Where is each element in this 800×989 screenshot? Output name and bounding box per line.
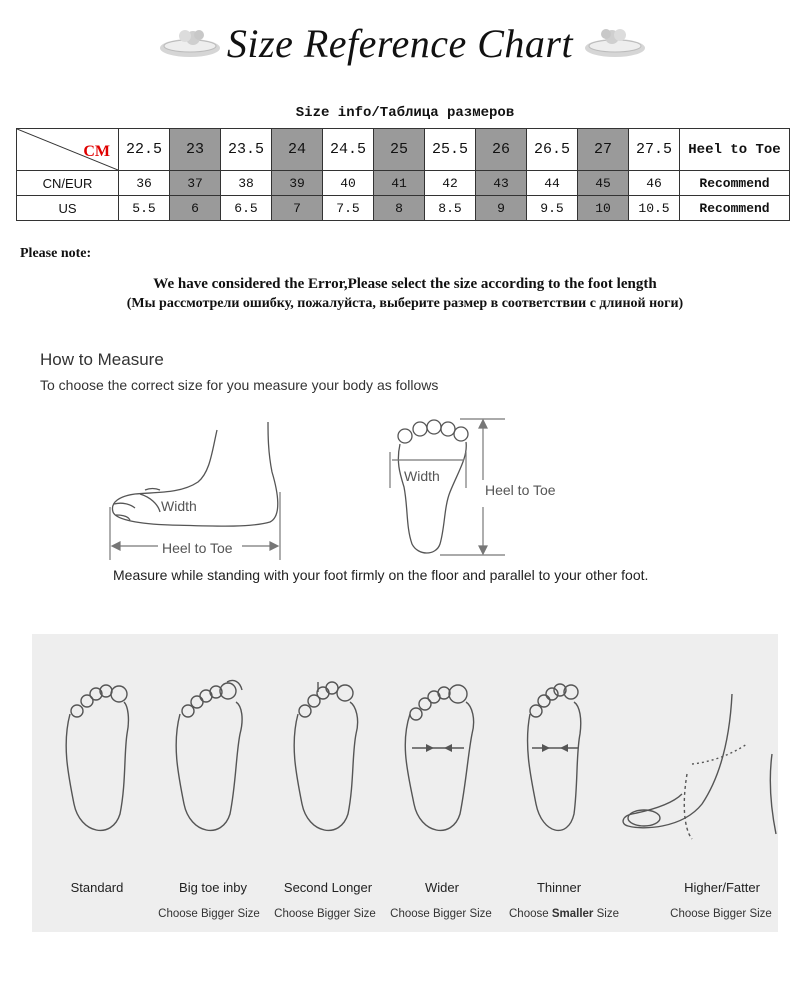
page-title: Size Reference Chart: [226, 21, 574, 66]
table-cell: 25.5: [425, 129, 476, 171]
foot-type-label: Big toe inby: [179, 880, 247, 895]
table-cell: 27.5: [629, 129, 680, 171]
table-cell: 10: [578, 196, 629, 221]
advice-emphasis: Smaller: [551, 908, 594, 920]
foot-type-advice: Choose Bigger Size: [158, 908, 260, 920]
table-cell: 42: [425, 171, 476, 196]
how-to-measure-subtitle: To choose the correct size for you measure your body as follows: [40, 377, 439, 393]
width-label: Width: [161, 498, 197, 514]
table-cell: 25: [374, 129, 425, 171]
table-cell: 26.5: [527, 129, 578, 171]
table-cell: 6.5: [221, 196, 272, 221]
table-cell: 8: [374, 196, 425, 221]
note-line-english: We have considered the Error,Please select the size according to the foot length: [153, 276, 657, 292]
table-subtitle: Size info/Таблица размеров: [295, 105, 515, 121]
foot-type-label: Higher/Fatter: [684, 880, 760, 895]
table-cell: 26: [476, 129, 527, 171]
second-longer-foot-icon: [294, 682, 357, 830]
cm-label: CM: [83, 143, 110, 160]
higher-fatter-foot-icon: [623, 694, 776, 839]
advice-text: Size: [593, 908, 619, 920]
foot-type-label: Second Longer: [283, 880, 373, 895]
table-cell: 45: [578, 171, 629, 196]
arrow-left-icon: [426, 744, 434, 752]
arrow-right-icon: [444, 744, 452, 752]
table-cell: 5.5: [119, 196, 170, 221]
thinner-foot-icon: [528, 684, 581, 830]
row-label: CN/EUR: [17, 171, 119, 196]
foot-type-label: Thinner: [536, 880, 582, 895]
big-toe-inby-foot-icon: [176, 680, 242, 830]
table-cell: 23.5: [221, 129, 272, 171]
table-row: [17, 196, 790, 221]
table-cell: 8.5: [425, 196, 476, 221]
wider-foot-icon: [405, 685, 473, 830]
table-cell: 22.5: [119, 129, 170, 171]
foot-type-advice: [494, 908, 634, 920]
foot-type-label: Standard: [70, 880, 124, 895]
table-row: [17, 129, 790, 171]
foot-types-illustration: [32, 634, 778, 874]
table-cell: 24.5: [323, 129, 374, 171]
table-cell: 24: [272, 129, 323, 171]
foot-type-label: Wider: [425, 880, 459, 895]
table-row: [17, 171, 790, 196]
table-cell: 46: [629, 171, 680, 196]
table-cell: 37: [170, 171, 221, 196]
standard-foot-icon: [66, 685, 128, 830]
table-cell: 7.5: [323, 196, 374, 221]
measure-instruction: Measure while standing with your foot firmly on the floor and parallel to your other foot.: [113, 567, 649, 583]
foot-type-advice: Choose Bigger Size: [670, 908, 772, 920]
size-table: [16, 128, 790, 221]
table-cell: 36: [119, 171, 170, 196]
table-cell: 27: [578, 129, 629, 171]
table-cell: 23: [170, 129, 221, 171]
note-heading: Please note:: [20, 246, 92, 261]
table-cell: 10.5: [629, 196, 680, 221]
table-cell: Heel to Toe: [680, 129, 790, 171]
table-cell: 38: [221, 171, 272, 196]
table-cell: 40: [323, 171, 374, 196]
note-line-russian: (Мы рассмотрели ошибку, пожалуйста, выберите размер в соответствии с длиной ноги): [126, 296, 684, 311]
corner-cell: [17, 129, 119, 171]
row-label: US: [17, 196, 119, 221]
table-cell: 41: [374, 171, 425, 196]
table-cell: 6: [170, 196, 221, 221]
table-cell: Recommend: [680, 196, 790, 221]
heel-to-toe-label: Heel to Toe: [485, 482, 556, 498]
foot-type-advice: Choose Bigger Size: [390, 908, 492, 920]
width-label: Width: [404, 468, 440, 484]
table-cell: 7: [272, 196, 323, 221]
table-cell: 39: [272, 171, 323, 196]
arrow-inward-icon: [542, 744, 550, 752]
table-cell: 9: [476, 196, 527, 221]
slipper-icon: [580, 22, 650, 62]
how-to-measure-title: How to Measure: [40, 350, 164, 369]
table-cell: 44: [527, 171, 578, 196]
foot-type-advice: Choose Bigger Size: [274, 908, 376, 920]
table-cell: Recommend: [680, 171, 790, 196]
table-cell: 9.5: [527, 196, 578, 221]
arrow-inward-icon: [560, 744, 568, 752]
table-cell: 43: [476, 171, 527, 196]
heel-to-toe-label: Heel to Toe: [162, 540, 233, 556]
sole-foot-illustration: [398, 420, 468, 553]
advice-text: Choose: [509, 908, 552, 920]
